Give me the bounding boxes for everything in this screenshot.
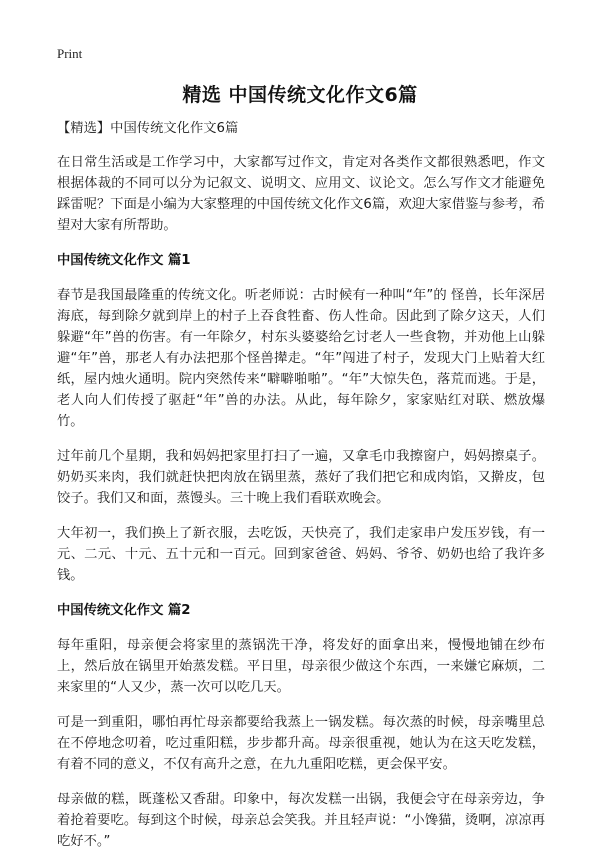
section-1: [57, 250, 545, 586]
section-2: [57, 600, 545, 852]
section-heading: 中国传统文化作文 篇2: [57, 603, 191, 618]
section-paragraph: 母亲做的糕，既蓬松又香甜。印象中，每次发糕一出锅，我便会守在母亲旁边，争着抢着要吃。每到这个时候，母亲总会笑我。并且轻声说：“小馋猫，烫啊，凉凉再吃好不。”: [57, 792, 545, 849]
document-subtitle: 【精选】中国传统文化作文6篇: [57, 121, 239, 136]
section-paragraph: 可是一到重阳，哪怕再忙母亲都要给我蒸上一锅发糕。每次蒸的时候，母亲嘴里总在不停地念叨着，吃过重阳糕，步步都升高。母亲很重视，她认为在这天吃发糕，有着不同的意义，不仅有高升之意，在九九重阳吃糕，更会保平安。: [57, 715, 545, 772]
section-paragraph: 春节是我国最隆重的传统文化。听老师说：古时候有一种叫“年”的 怪兽，长年深居海底，每到除夕就到岸上的村子上吞食牲畜、伤人性命。因此到了除夕这天，人们躲避“年”兽的伤害。有一年除夕，村东头婆婆给乞讨老人一些食物，并劝他上山躲避“年”兽，那老人有办法把那个怪兽撵走。“年”闯进了村子，发现大门上贴着大红纸，屋内烛火通明。院内突然传来“噼噼啪啪”。“年”大惊失色，落荒而逃。于是，老人向人们传授了驱赶“年”兽的办法。从此，每年除夕，家家贴红对联、燃放爆竹。: [57, 288, 545, 429]
section-paragraph: 过年前几个星期，我和妈妈把家里打扫了一遍，又拿毛巾我擦窗户，妈妈擦桌子。奶奶买来肉，我们就赶快把肉放在锅里蒸，蒸好了我们把它和成肉馅，又擀皮，包饺子。我们又和面，蒸馒头。三十晚上我们看联欢晚会。: [57, 449, 545, 506]
intro-paragraph: 在日常生活或是工作学习中，大家都写过作文，肯定对各类作文都很熟悉吧，作文根据体裁的不同可以分为记叙文、说明文、应用文、议论文。怎么写作文才能避免踩雷呢？下面是小编为大家整理的中国传统文化作文6篇，欢迎大家借鉴与参考，希望对大家有所帮助。: [57, 155, 545, 233]
print-label: Print: [57, 46, 83, 61]
document-title: 精选 中国传统文化作文6篇: [182, 84, 418, 106]
section-paragraph: 每年重阳，母亲便会将家里的蒸锅洗干净，将发好的面拿出来，慢慢地铺在纱布上，然后放在锅里开始蒸发糕。平日里，母亲很少做这个东西，一来嫌它麻烦，二来家里的“人又少，蒸一次可以吃几天。: [57, 638, 545, 695]
section-paragraph: 大年初一，我们换上了新衣服，去吃饭，天快亮了，我们走家串户发压岁钱，有一元、二元、十元、五十元和一百元。回到家爸爸、妈妈、爷爷、奶奶也给了我许多钱。: [57, 526, 545, 583]
document-body: [57, 118, 545, 866]
section-heading: 中国传统文化作文 篇1: [57, 253, 191, 268]
